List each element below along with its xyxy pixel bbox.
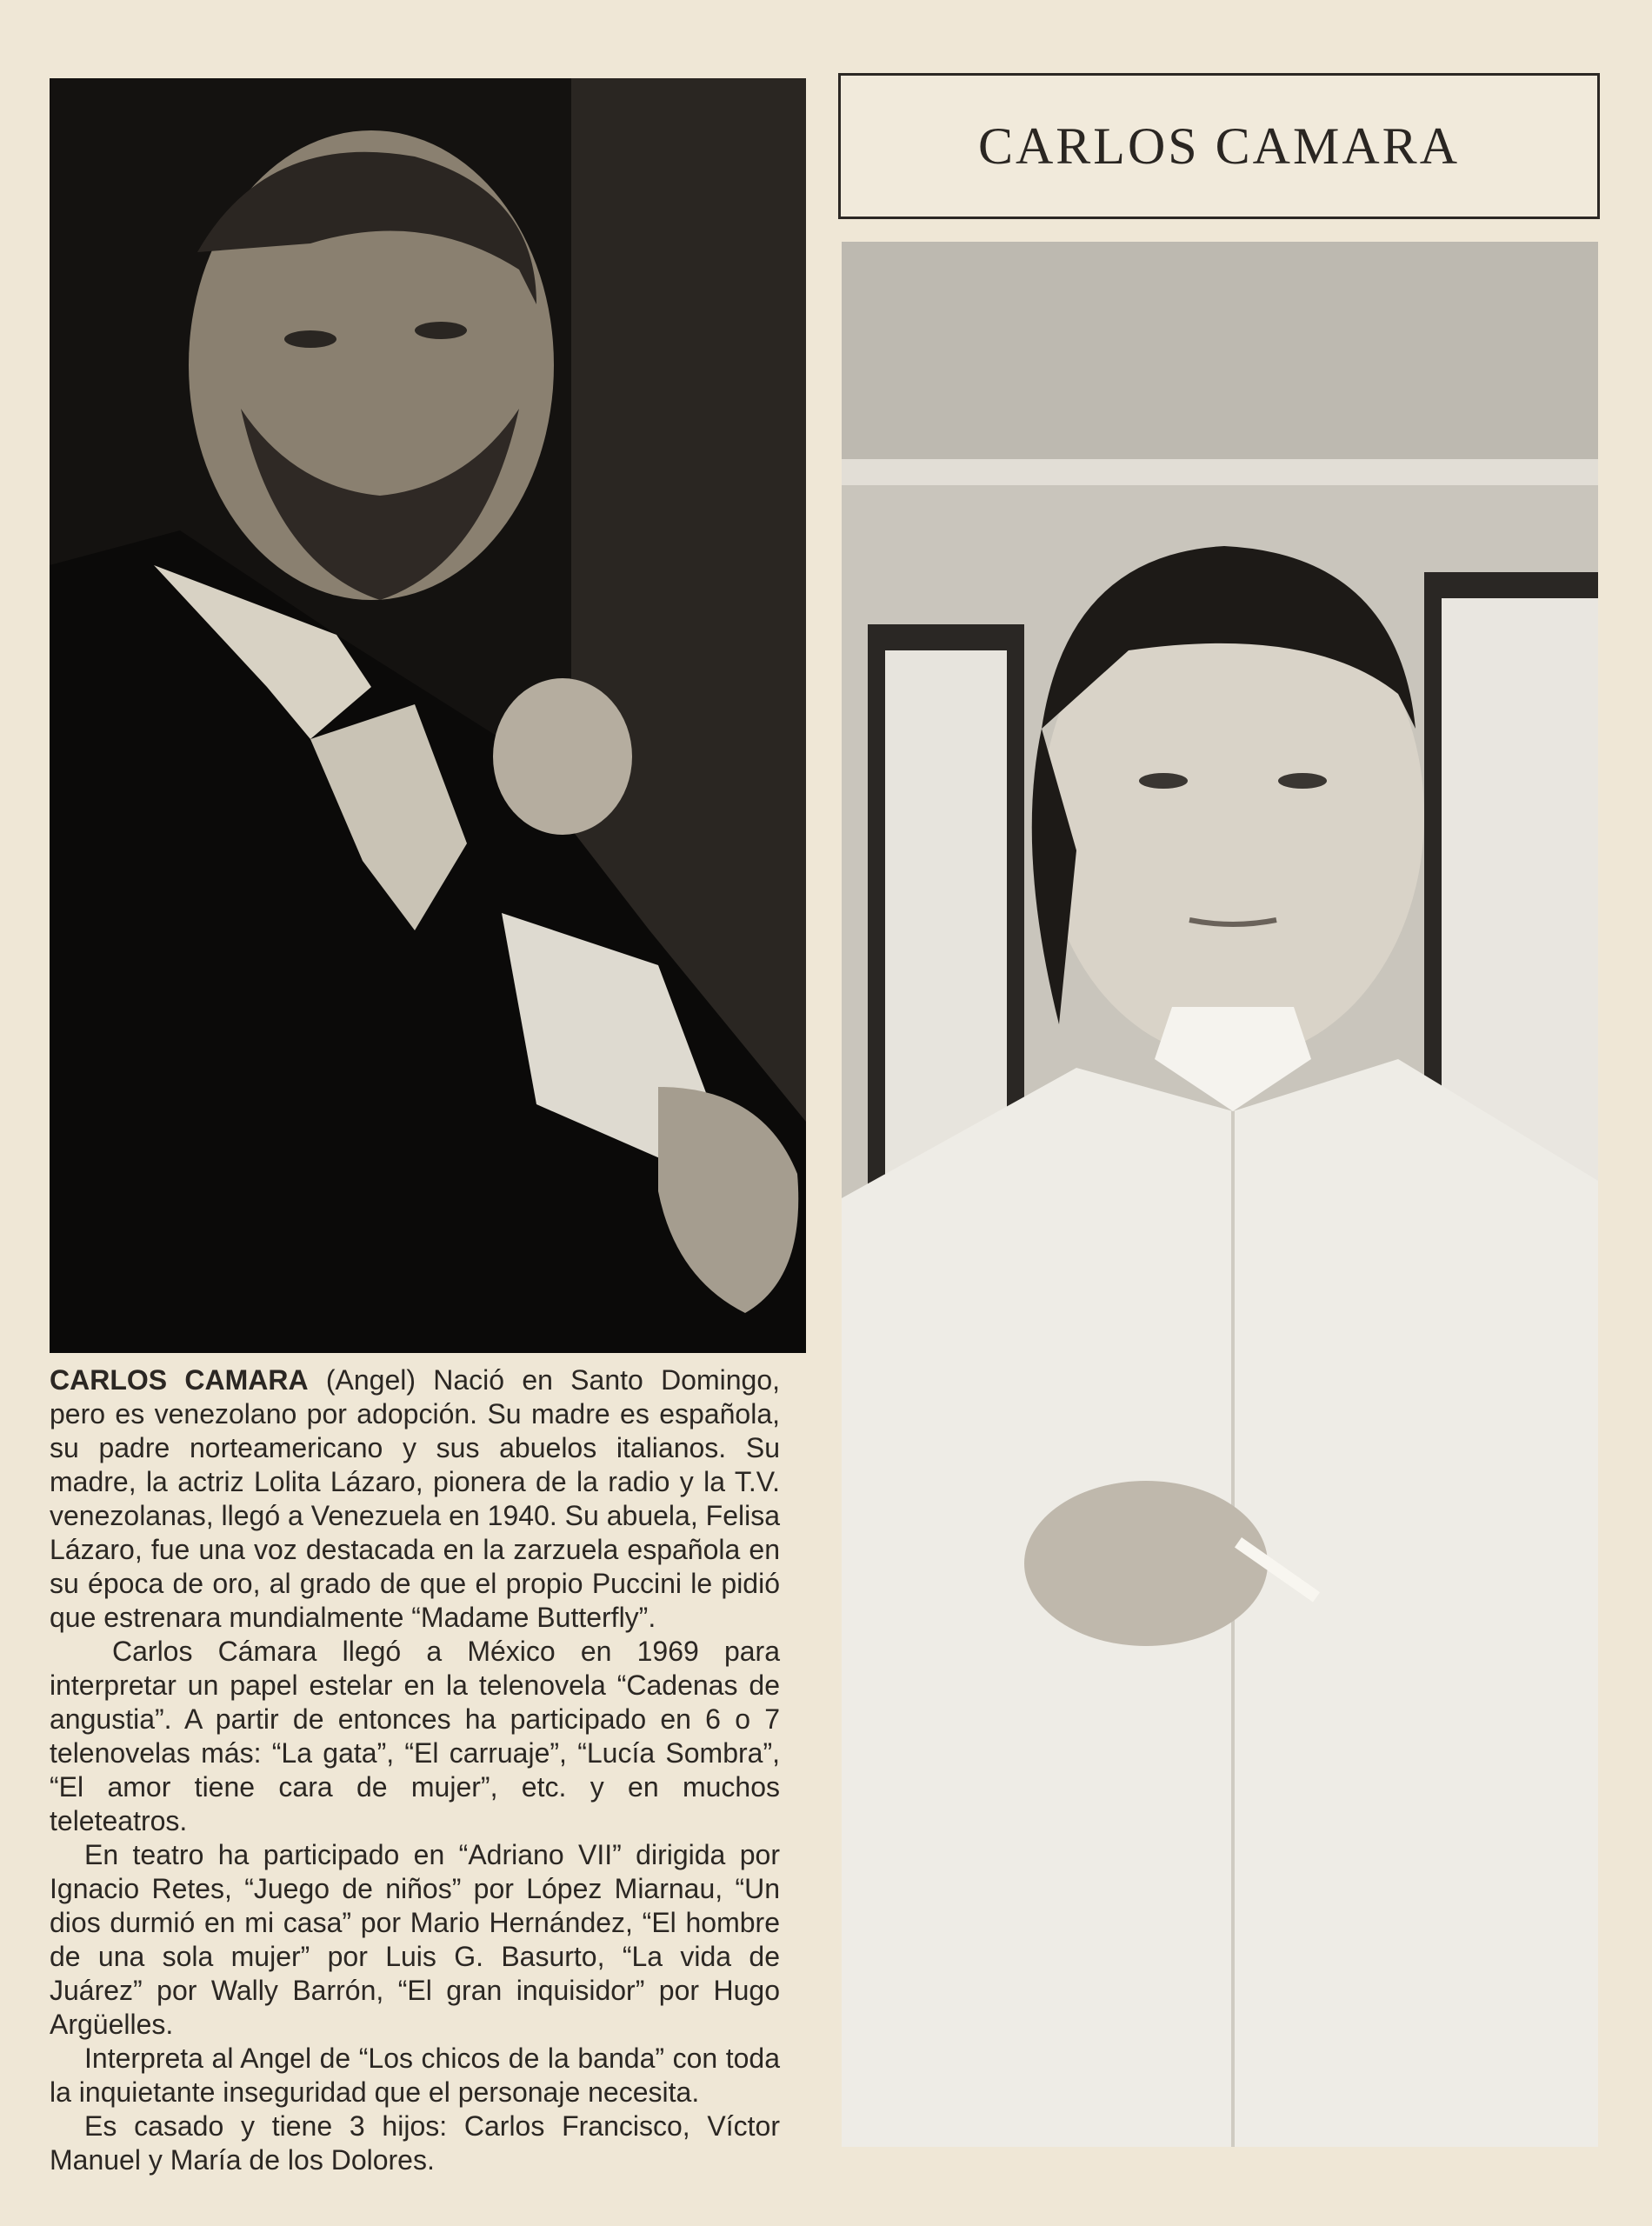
page-title: CARLOS CAMARA <box>977 117 1461 175</box>
biography-text <box>50 1363 780 2177</box>
bio-p1-text: (Angel) Nació en Santo Domingo, pero es venezolano por adopción. Su madre es española, su padre norteamericano y sus abuelos italianos. Su madre, la actriz Lolita Lázaro, pionera de la radio y la T.V. venezolanas, llegó a Venezuela en 1940. Su abuela, Felisa Lázaro, fue una voz destacada en la zarzuela española en su época de oro, al grado de que el propio Puccini le pidió que estrenara mundialmente “Madame Butterfly”. <box>50 1364 781 1633</box>
portrait-photo-white-jacket <box>842 242 1598 2147</box>
bio-paragraph-4: Interpreta al Angel de “Los chicos de la banda” con toda la inquietante inseguridad que el personaje necesita. <box>50 2043 780 2108</box>
bio-paragraph-5: Es casado y tiene 3 hijos: Carlos Francisco, Víctor Manuel y María de los Dolores. <box>50 2110 780 2176</box>
bio-paragraph-3: En teatro ha participado en “Adriano VII” dirigida por Ignacio Retes, “Juego de niños” por López Miarnau, “Un dios durmió en mi casa” por Mario Hernández, “El hombre de una sola mujer” por Luis G. Basurto, “La vida de Juárez” por Wally Barrón, “El gran inquisidor” por Hugo Argüelles. <box>50 1839 780 2040</box>
bio-paragraph-2: Carlos Cámara llegó a México en 1969 para interpretar un papel estelar en la telenovela “Cadenas de angustia”. A partir de entonces ha participado en 6 o 7 telenovelas más: “La gata”, “El carruaje”, “Lucía Sombra”, “El amor tiene cara de mujer”, etc. y en muchos teleteatros. <box>50 1636 780 1836</box>
title-box <box>838 73 1600 219</box>
bio-name: CARLOS CAMARA <box>50 1364 309 1396</box>
portrait-photo-bearded <box>50 78 806 1353</box>
bio-paragraph-1 <box>50 1363 780 1635</box>
